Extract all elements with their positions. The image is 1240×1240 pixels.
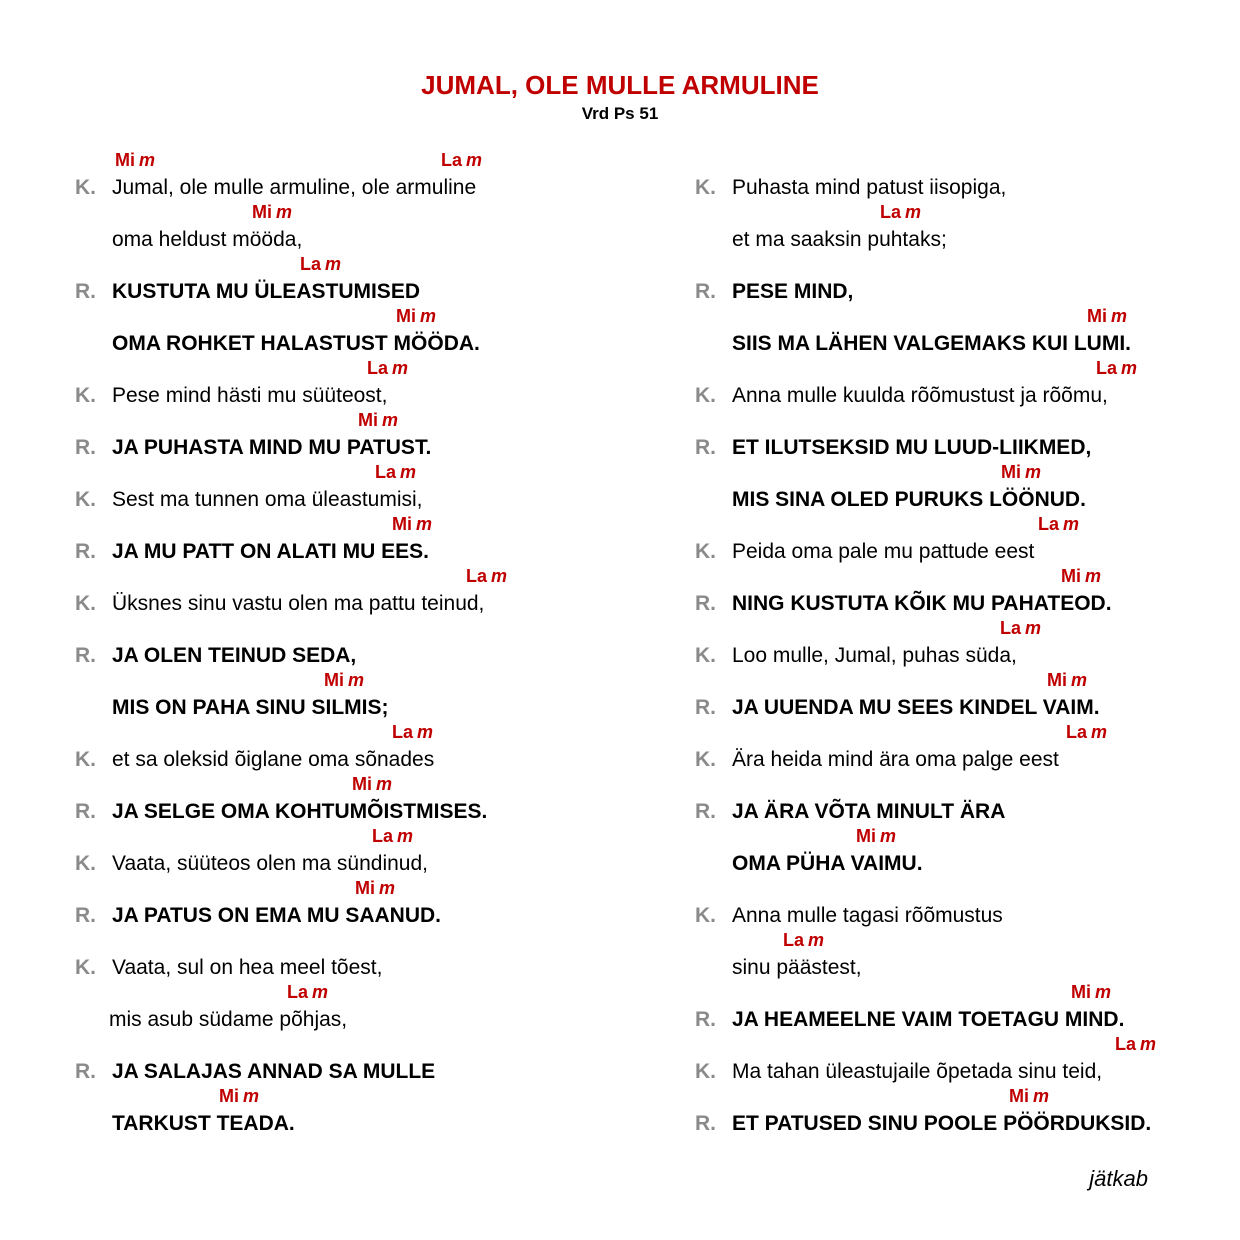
chord-mode: m xyxy=(466,150,483,170)
chord-name: Mi xyxy=(358,410,378,430)
chord-mode: m xyxy=(400,462,417,482)
chord-mode: m xyxy=(382,410,399,430)
chord-label xyxy=(367,358,408,378)
chord-label xyxy=(115,150,155,170)
chord-label xyxy=(372,826,413,846)
response-marker: R. xyxy=(75,436,96,459)
chord-mode: m xyxy=(1025,618,1042,638)
chord-name: Mi xyxy=(856,826,876,846)
response-text-line: MIS ON PAHA SINU SILMIS; xyxy=(112,696,389,719)
cantor-text-line: Vaata, süüteos olen ma sündinud, xyxy=(112,852,428,875)
chord-name: Mi xyxy=(1047,670,1067,690)
response-marker: R. xyxy=(75,904,96,927)
cantor-marker: K. xyxy=(695,904,716,927)
cantor-text-line: sinu päästest, xyxy=(732,956,862,979)
chord-name: La xyxy=(783,930,805,950)
cantor-text-line: Pese mind hästi mu süüteost, xyxy=(112,384,388,407)
response-text-line: JA HEAMEELNE VAIM TOETAGU MIND. xyxy=(732,1008,1125,1031)
chord-mode: m xyxy=(276,202,293,222)
response-marker: R. xyxy=(695,436,716,459)
chord-label xyxy=(1001,462,1041,482)
chord-label xyxy=(1115,1034,1156,1054)
cantor-marker: K. xyxy=(75,852,96,875)
chord-label xyxy=(392,514,432,534)
chord-label xyxy=(466,566,507,586)
cantor-text-line: Ma tahan üleastujaile õpetada sinu teid, xyxy=(732,1060,1103,1083)
chord-name: Mi xyxy=(252,202,272,222)
response-marker: R. xyxy=(695,800,716,823)
cantor-marker: K. xyxy=(75,176,96,199)
cantor-text-line: Ära heida mind ära oma palge eest xyxy=(732,748,1059,771)
chord-mode: m xyxy=(348,670,365,690)
chord-label xyxy=(880,202,921,222)
response-marker: R. xyxy=(75,1060,96,1083)
cantor-marker: K. xyxy=(695,176,716,199)
chord-mode: m xyxy=(139,150,156,170)
chord-name: La xyxy=(1000,618,1022,638)
chord-name: Mi xyxy=(219,1086,239,1106)
chord-label xyxy=(396,306,436,326)
response-marker: R. xyxy=(695,592,716,615)
response-marker: R. xyxy=(75,540,96,563)
cantor-marker: K. xyxy=(695,1060,716,1083)
cantor-text-line: Vaata, sul on hea meel tõest, xyxy=(112,956,383,979)
response-text-line: NING KUSTUTA KÕIK MU PAHATEOD. xyxy=(732,592,1112,615)
cantor-text-line: Puhasta mind patust iisopiga, xyxy=(732,176,1007,199)
response-text-line: PESE MIND, xyxy=(732,280,854,303)
chord-mode: m xyxy=(808,930,825,950)
cantor-marker: K. xyxy=(695,748,716,771)
continuation-note: jätkab xyxy=(1089,1166,1148,1191)
chord-label xyxy=(856,826,896,846)
cantor-marker: K. xyxy=(75,956,96,979)
chord-label xyxy=(1066,722,1107,742)
response-marker: R. xyxy=(75,644,96,667)
chord-mode: m xyxy=(1025,462,1042,482)
chord-mode: m xyxy=(1085,566,1102,586)
chord-name: La xyxy=(375,462,397,482)
chord-label xyxy=(324,670,364,690)
response-text-line: ET ILUTSEKSID MU LUUD-LIIKMED, xyxy=(732,436,1092,459)
response-text-line: TARKUST TEADA. xyxy=(112,1112,295,1135)
chord-name: La xyxy=(1038,514,1060,534)
chord-name: Mi xyxy=(1071,982,1091,1002)
chord-mode: m xyxy=(1071,670,1088,690)
response-marker: R. xyxy=(695,280,716,303)
cantor-marker: K. xyxy=(75,488,96,511)
response-text-line: KUSTUTA MU ÜLEASTUMISED xyxy=(112,280,420,303)
chord-mode: m xyxy=(379,878,396,898)
chord-name: La xyxy=(1096,358,1118,378)
chord-label xyxy=(1038,514,1079,534)
response-text-line: JA SELGE OMA KOHTUMÕISTMISES. xyxy=(112,800,488,823)
response-text-line: JA MU PATT ON ALATI MU EES. xyxy=(112,540,429,563)
cantor-text-line: Loo mulle, Jumal, puhas süda, xyxy=(732,644,1017,667)
chord-mode: m xyxy=(397,826,414,846)
cantor-text-line: Peida oma pale mu pattude eest xyxy=(732,540,1035,563)
song-reference: Vrd Ps 51 xyxy=(581,104,659,123)
response-text-line: SIIS MA LÄHEN VALGEMAKS KUI LUMI. xyxy=(732,332,1131,355)
chord-label xyxy=(1071,982,1111,1002)
chord-mode: m xyxy=(1091,722,1108,742)
response-text-line: JA UUENDA MU SEES KINDEL VAIM. xyxy=(732,696,1100,719)
chord-name: Mi xyxy=(396,306,416,326)
right-column xyxy=(640,0,1240,1240)
cantor-text-line: Jumal, ole mulle armuline, ole armuline xyxy=(112,176,477,199)
chord-label xyxy=(441,150,482,170)
chord-name: Mi xyxy=(1001,462,1021,482)
response-text-line: OMA ROHKET HALASTUST MÖÖDA. xyxy=(112,332,480,355)
chord-mode: m xyxy=(417,722,434,742)
chord-mode: m xyxy=(376,774,393,794)
chord-mode: m xyxy=(1111,306,1128,326)
cantor-text-line: et sa oleksid õiglane oma sõnades xyxy=(112,748,435,771)
cantor-text-line: Sest ma tunnen oma üleastumisi, xyxy=(112,488,423,511)
chord-name: Mi xyxy=(1061,566,1081,586)
cantor-text-line: Üksnes sinu vastu olen ma pattu teinud, xyxy=(112,592,485,615)
cantor-marker: K. xyxy=(75,592,96,615)
response-text-line: JA PATUS ON EMA MU SAANUD. xyxy=(112,904,442,927)
response-text-line: JA OLEN TEINUD SEDA, xyxy=(112,644,357,667)
response-marker: R. xyxy=(75,800,96,823)
response-marker: R. xyxy=(75,280,96,303)
response-text-line: JA ÄRA VÕTA MINULT ÄRA xyxy=(732,800,1006,823)
chord-name: La xyxy=(441,150,463,170)
chord-mode: m xyxy=(1121,358,1138,378)
chord-mode: m xyxy=(905,202,922,222)
chord-name: La xyxy=(1066,722,1088,742)
chord-label xyxy=(375,462,416,482)
cantor-marker: K. xyxy=(695,384,716,407)
song-title: JUMAL, OLE MULLE ARMULINE xyxy=(421,70,819,100)
chord-mode: m xyxy=(1063,514,1080,534)
chord-label xyxy=(219,1086,259,1106)
chord-mode: m xyxy=(491,566,508,586)
chord-label xyxy=(1096,358,1137,378)
cantor-marker: K. xyxy=(695,644,716,667)
chord-mode: m xyxy=(325,254,342,274)
response-text-line: ET PATUSED SINU POOLE PÖÖRDUKSID. xyxy=(732,1112,1152,1135)
chord-mode: m xyxy=(416,514,433,534)
response-text-line: JA SALAJAS ANNAD SA MULLE xyxy=(112,1060,436,1083)
chord-name: Mi xyxy=(352,774,372,794)
chord-name: Mi xyxy=(1087,306,1107,326)
response-text-line: MIS SINA OLED PURUKS LÖÖNUD. xyxy=(732,488,1086,511)
chord-name: La xyxy=(466,566,488,586)
cantor-marker: K. xyxy=(695,540,716,563)
chord-label xyxy=(355,878,395,898)
chord-label xyxy=(1087,306,1127,326)
response-text-line: JA PUHASTA MIND MU PATUST. xyxy=(112,436,432,459)
cantor-text-line: oma heldust mööda, xyxy=(112,228,303,251)
chord-name: Mi xyxy=(355,878,375,898)
chord-mode: m xyxy=(243,1086,260,1106)
cantor-marker: K. xyxy=(75,748,96,771)
cantor-text-line: mis asub südame põhjas, xyxy=(109,1008,348,1031)
chord-mode: m xyxy=(1140,1034,1157,1054)
cantor-text-line: et ma saaksin puhtaks; xyxy=(732,228,947,251)
response-marker: R. xyxy=(695,1112,716,1135)
chord-label xyxy=(352,774,392,794)
chord-mode: m xyxy=(1095,982,1112,1002)
chord-label xyxy=(1009,1086,1049,1106)
chord-name: La xyxy=(367,358,389,378)
chord-mode: m xyxy=(312,982,329,1002)
chord-name: Mi xyxy=(115,150,135,170)
chord-label xyxy=(783,930,824,950)
chord-label xyxy=(392,722,433,742)
chord-mode: m xyxy=(1033,1086,1050,1106)
chord-name: La xyxy=(1115,1034,1137,1054)
chord-name: Mi xyxy=(324,670,344,690)
chord-name: La xyxy=(287,982,309,1002)
cantor-text-line: Anna mulle tagasi rõõmustus xyxy=(732,904,1003,927)
chord-name: Mi xyxy=(1009,1086,1029,1106)
chord-name: La xyxy=(300,254,322,274)
cantor-text-line: Anna mulle kuulda rõõmustust ja rõõmu, xyxy=(732,384,1108,407)
chord-name: La xyxy=(880,202,902,222)
chord-label xyxy=(300,254,341,274)
response-marker: R. xyxy=(695,696,716,719)
chord-label xyxy=(1047,670,1087,690)
chord-name: La xyxy=(372,826,394,846)
chord-label xyxy=(287,982,328,1002)
chord-mode: m xyxy=(420,306,437,326)
response-marker: R. xyxy=(695,1008,716,1031)
chord-label xyxy=(1061,566,1101,586)
chord-mode: m xyxy=(392,358,409,378)
chord-label xyxy=(1000,618,1041,638)
chord-name: La xyxy=(392,722,414,742)
chord-mode: m xyxy=(880,826,897,846)
cantor-marker: K. xyxy=(75,384,96,407)
chord-name: Mi xyxy=(392,514,412,534)
chord-label xyxy=(358,410,398,430)
chord-label xyxy=(252,202,292,222)
response-text-line: OMA PÜHA VAIMU. xyxy=(732,852,923,875)
